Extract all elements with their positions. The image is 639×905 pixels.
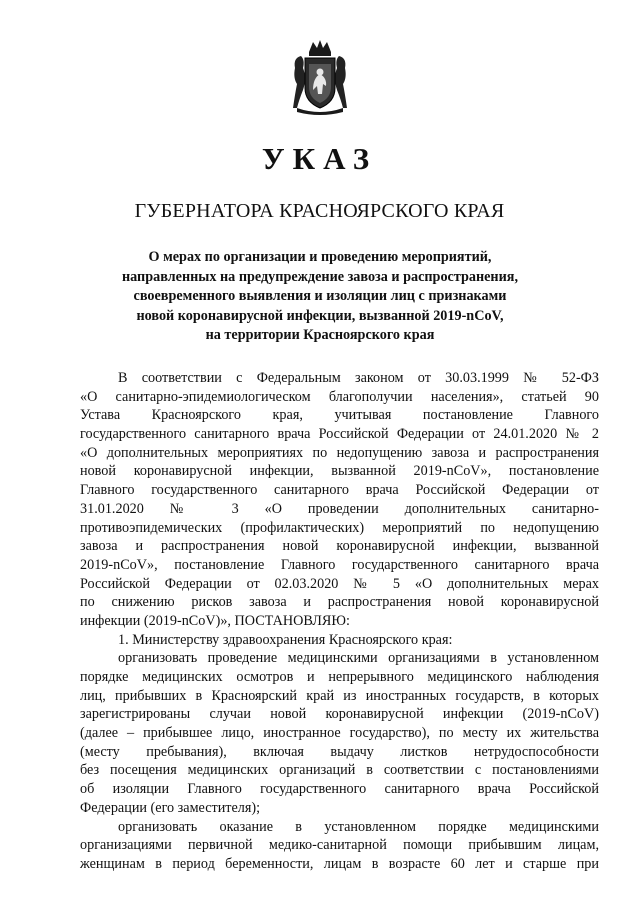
body-line: завоза и распространения новой коронавирусной инфекции, вызванной [80, 538, 599, 555]
body-line: Федерации (его заместителя); [80, 799, 261, 816]
body-line: лиц, прибывших в Красноярский край из иностранных государств, в которых [80, 687, 599, 704]
heading-line: О мерах по организации и проведению мероприятий, [148, 249, 492, 265]
coat-of-arms-emblem [291, 38, 349, 116]
body-line: порядке медицинских осмотров и непрерывного медицинского наблюдения [80, 669, 599, 685]
document-title: УКАЗ [261, 141, 378, 176]
body-line: по снижению рисков завоза и распространения новой коронавирусной [80, 594, 599, 611]
body-line: противоэпидемических (профилактических) мероприятий по недопущению [80, 519, 599, 536]
body-line: В соответствии с Федеральным законом от 30.03.1999 № 52-ФЗ [118, 370, 599, 386]
heading-line: своевременного выявления и изоляции лиц с признаками [133, 288, 507, 304]
body-line: (далее – прибывшее лицо, иностранное государство), по месту их жительства [80, 725, 599, 742]
document-subtitle: ГУБЕРНАТОРА КРАСНОЯРСКОГО КРАЯ [134, 200, 505, 222]
heading-line: на территории Красноярского края [205, 327, 435, 343]
body-line: «О дополнительных мероприятиях по недопущению завоза и распространения [80, 444, 599, 461]
body-line: (месту пребывания), включая выдачу листков нетрудоспособности [80, 743, 599, 760]
body-line: 31.01.2020 № 3 «О проведении дополнительных санитарно- [80, 500, 599, 517]
heading-line: новой коронавирусной инфекции, вызванной 2019-nCoV, [136, 307, 504, 324]
body-line: государственного санитарного врача Российской Федерации от 24.01.2020 № 2 [80, 426, 599, 443]
body-line: зарегистрированы случаи новой коронавирусной инфекции (2019-nCoV) [80, 706, 599, 723]
document-heading [90, 248, 550, 346]
body-line: 1. Министерству здравоохранения Красноярского края: [118, 631, 453, 648]
body-line: об изоляции Главного государственного санитарного врача Российской [80, 781, 599, 798]
body-line: «О санитарно-эпидемиологическом благополучии населения», статьей 90 [80, 388, 599, 405]
body-line: организовать оказание в установленном порядке медицинскими [118, 818, 599, 835]
body-line: организовать проведение медицинскими организациями в установленном [118, 650, 599, 667]
body-line: новой коронавирусной инфекции, вызванной 2019-nCoV», постановление [80, 463, 599, 480]
body-line: инфекции (2019-nCoV)», ПОСТАНОВЛЯЮ: [80, 612, 350, 629]
body-line: 2019-nCoV», постановление Главного государственного санитарного врача [80, 556, 599, 573]
body-line: женщинам в период беременности, лицам в возрасте 60 лет и старше при [80, 855, 599, 872]
body-line: Устава Красноярского края, учитывая постановление Главного [80, 407, 599, 424]
document-body [80, 369, 599, 874]
heading-line: направленных на предупреждение завоза и распространения, [121, 268, 519, 285]
body-line: без посещения медицинских организаций в соответствии с постановлениями [80, 762, 599, 779]
body-line: Главного государственного санитарного врача Российской Федерации от [80, 482, 599, 499]
body-line: организациями первичной медико-санитарной помощи прибывшим лицам, [80, 837, 599, 854]
body-line: Российской Федерации от 02.03.2020 № 5 «О дополнительных мерах [80, 575, 599, 592]
